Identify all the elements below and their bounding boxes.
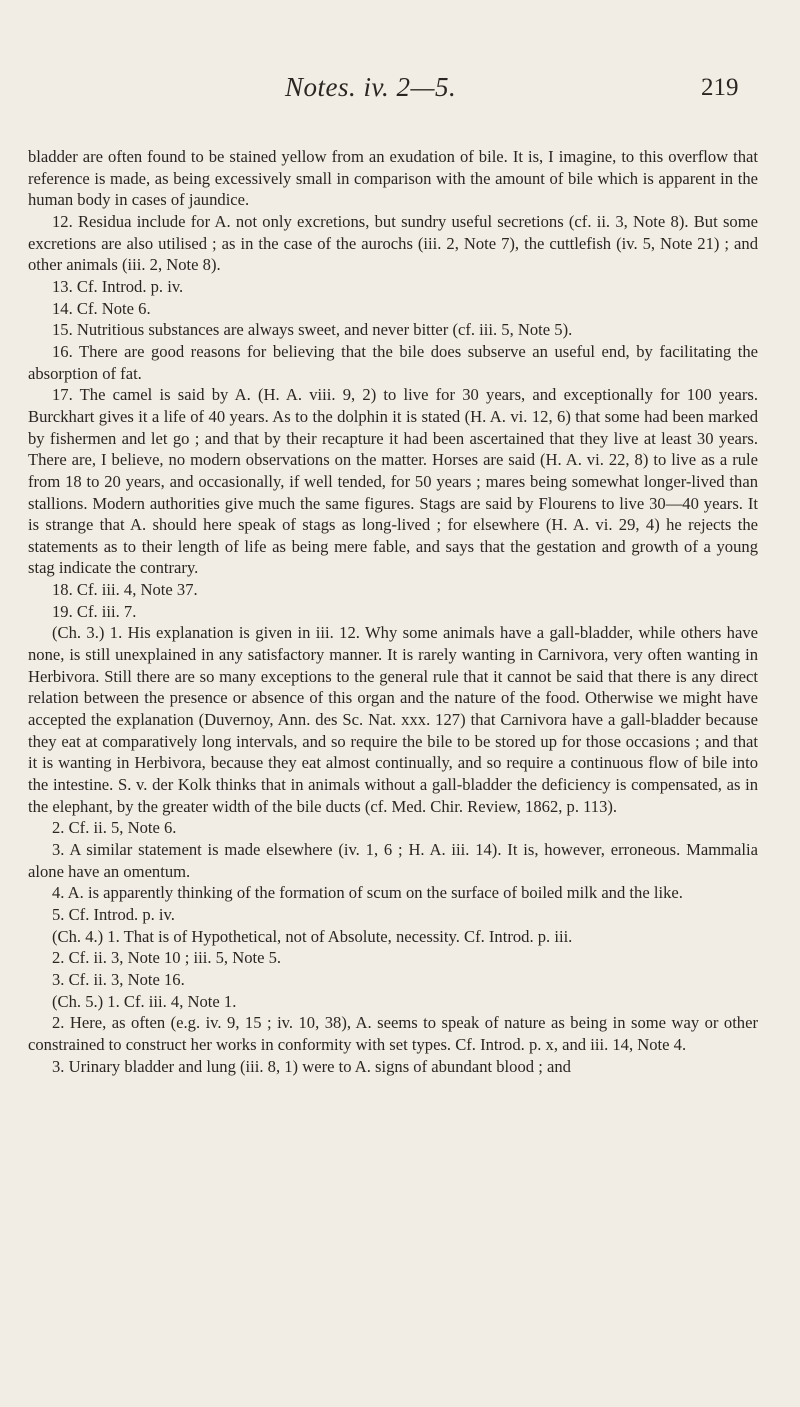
note-17: 17. The camel is said by A. (H. A. viii. 9, 2) to live for 30 years, and exceptionally for 100 years. Burckhart gives it a life of 40 years. As to the dolphin it is stated (H. A. vi. 12, 6) that some had been marked by fishermen and let go ; and that by their recapture it had been ascertained that they live at least 30 years. There are, I believe, no modern observations on the matter. Horses are said (H. A. vi. 22, 8) to live as a rule from 18 to 20 years, and occasionally, if well tended, for 50 years ; mares being somewhat longer-lived than stallions. Modern authorities give much the same figures. Stags are said by Flourens to live 30—40 years. It is strange that A. should here speak of stags as long-lived ; for elsewhere (H. A. vi. 29, 4) he rejects the statements as to their length of life as being mere fable, and says that the gestation and growth of a young stag indicate the contrary. [28, 385, 758, 578]
note-16: 16. There are good reasons for believing that the bile does subserve an useful end, by facilitating the absorption of fat. [28, 341, 758, 383]
page-header [0, 72, 800, 112]
chapter-5-note-1: (Ch. 5.) 1. Cf. iii. 4, Note 1. [52, 991, 237, 1011]
note-15: 15. Nutritious substances are always sweet, and never bitter (cf. iii. 5, Note 5). [52, 320, 573, 340]
chapter-3-note-4: 4. A. is apparently thinking of the formation of scum on the surface of boiled milk and the like. [52, 883, 683, 903]
note-12: 12. Residua include for A. not only excretions, but sundry useful secretions (cf. ii. 3, Note 8). But some excretions are also utilised ; as in the case of the aurochs (iii. 2, Note 7), the cuttlefish (iv. 5, Note 21) ; and other animals (iii. 2, Note 8). [28, 211, 758, 275]
chapter-5-note-3: 3. Urinary bladder and lung (iii. 8, 1) were to A. signs of abundant blood ; and [52, 1056, 571, 1076]
page-number: 219 [701, 74, 739, 101]
chapter-4-note-3: 3. Cf. ii. 3, Note 16. [52, 969, 185, 989]
chapter-3-note-3: 3. A similar statement is made elsewhere (iv. 1, 6 ; H. A. iii. 14). It is, however, erroneous. Mammalia alone have an omentum. [28, 840, 758, 881]
chapter-4-note-2: 2. Cf. ii. 3, Note 10 ; iii. 5, Note 5. [52, 948, 282, 968]
chapter-5-note-2: 2. Here, as often (e.g. iv. 9, 15 ; iv. 10, 38), A. seems to speak of nature as being in some way or other constrained to construct her works in conformity with set types. Cf. Introd. p. x, and iii. 14, Note 4. [28, 1013, 758, 1054]
chapter-3-note-1: (Ch. 3.) 1. His explanation is given in iii. 12. Why some animals have a gall-bladder, while others have none, is still unexplained in any satisfactory manner. It is rarely wanting in Carnivora, very often wanting in Herbivora. Still there are so many exceptions to the general rule that it cannot be said that there is any direct relation between the presence or absence of this organ and the nature of the food. Otherwise we might have accepted the explanation (Duvernoy, Ann. des Sc. Nat. xxx. 127) that Carnivora have a gall-bladder because they eat at comparatively long intervals, and so require the bile to be stored up for those occasions ; and that it is wanting in Herbivora, because they eat almost continually, and so require a continuous flow of bile into the intestine. S. v. der Kolk thinks that in animals without a gall-bladder the deficiency is compensated, as in the elephant, by the greater width of the bile ducts (cf. Med. Chir. Review, 1862, p. 113). [28, 623, 758, 816]
note-18: 18. Cf. iii. 4, Note 37. [52, 580, 198, 600]
note-paragraph: bladder are often found to be stained yellow from an exudation of bile. It is, I imagine, to this overflow that reference is made, as being excessively small in comparison with the amount of bile which is apparent in the human body in cases of jaundice. [28, 147, 758, 210]
chapter-4-note-1: (Ch. 4.) 1. That is of Hypothetical, not of Absolute, necessity. Cf. Introd. p. iii. [52, 926, 573, 946]
running-title: Notes. iv. 2—5. [285, 72, 457, 102]
chapter-3-note-5: 5. Cf. Introd. p. iv. [52, 904, 175, 924]
chapter-3-note-2: 2. Cf. ii. 5, Note 6. [52, 818, 177, 838]
note-14: 14. Cf. Note 6. [52, 298, 151, 318]
note-19: 19. Cf. iii. 7. [52, 601, 137, 621]
notes-body [28, 146, 758, 1077]
note-13: 13. Cf. Introd. p. iv. [52, 276, 184, 296]
